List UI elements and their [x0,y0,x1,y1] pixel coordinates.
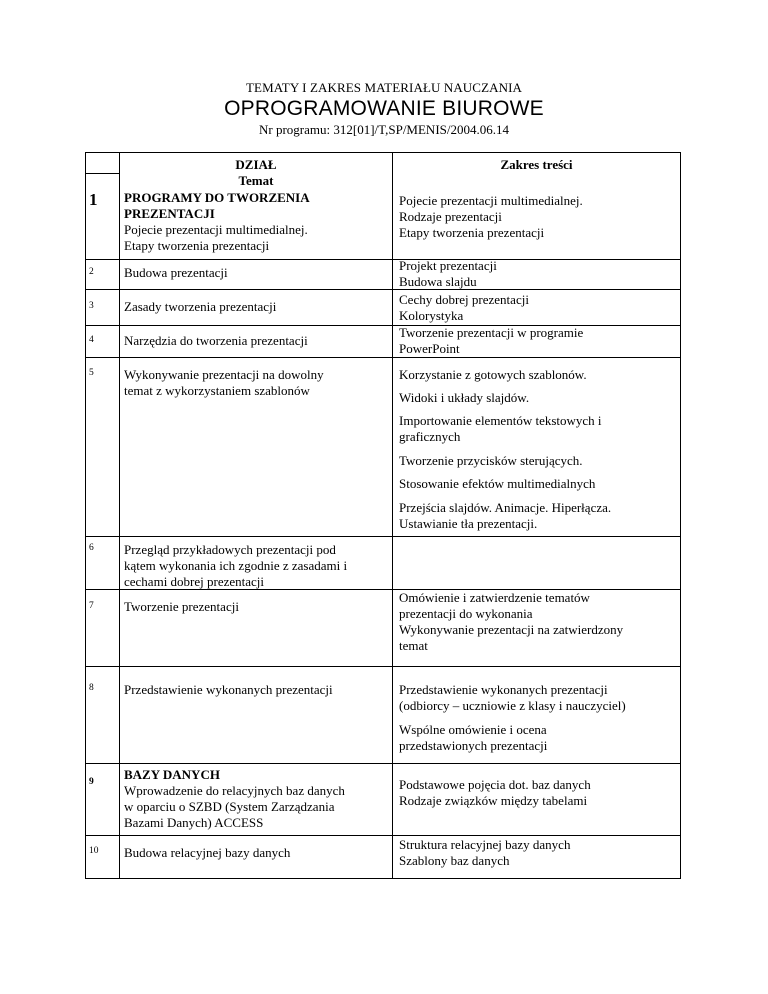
doc-title: OPROGRAMOWANIE BIUROWE [224,97,544,120]
row-number: 4 [89,335,94,345]
content-line: Tworzenie prezentacji w programie [399,325,584,340]
topic-line: Przedstawienie wykonanych prezentacji [124,682,333,697]
row-number: 9 [89,777,94,787]
content-line: temat [399,638,428,653]
content-line: Wspólne omówienie i ocena [399,722,547,737]
content-line: Kolorystyka [399,308,464,323]
content-line: Etapy tworzenia prezentacji [399,225,545,240]
row-number: 10 [89,846,99,856]
topic-line: Przegląd przykładowych prezentacji pod [124,542,336,557]
topic-line: Bazami Danych) ACCESS [124,815,264,830]
topic-line: Pojecie prezentacji multimedialnej. [124,222,308,237]
content-line: Tworzenie przycisków sterujących. [399,453,583,468]
content-line: prezentacji do wykonania [399,606,533,621]
topic-line: Budowa prezentacji [124,265,228,280]
row-number: 8 [89,683,94,693]
column-header-dzial: DZIAŁ [235,157,277,172]
content-line: Ustawianie tła prezentacji. [399,516,538,531]
content-line: Projekt prezentacji [399,258,497,273]
content-line: Rodzaje prezentacji [399,209,502,224]
column-header-temat: Temat [238,173,274,188]
section-heading: PREZENTACJI [124,206,215,221]
content-line: Cechy dobrej prezentacji [399,292,529,307]
row-number: 2 [89,267,94,277]
row-number: 7 [89,601,94,611]
content-line: Podstawowe pojęcia dot. baz danych [399,777,591,792]
doc-subtitle: TEMATY I ZAKRES MATERIAŁU NAUCZANIA [246,80,522,95]
topic-line: Tworzenie prezentacji [124,599,239,614]
topic-line: kątem wykonania ich zgodnie z zasadami i [124,558,348,573]
topic-line: Wprowadzenie do relacyjnych baz danych [124,783,345,798]
content-line: Stosowanie efektów multimedialnych [399,476,596,491]
content-line: Przedstawienie wykonanych prezentacji [399,682,608,697]
topic-line: Narzędzia do tworzenia prezentacji [124,333,308,348]
row-number: 6 [89,543,94,553]
column-header-zakres: Zakres treści [500,157,573,172]
section-heading: BAZY DANYCH [124,767,220,782]
row-number: 5 [89,368,94,378]
content-line: Przejścia slajdów. Animacje. Hiperłącza. [399,500,612,515]
content-line: Korzystanie z gotowych szablonów. [399,367,587,382]
row-number: 1 [89,190,98,209]
topic-line: Budowa relacyjnej bazy danych [124,845,291,860]
topic-line: cechami dobrej prezentacji [124,574,265,589]
content-line: przedstawionych prezentacji [399,738,548,753]
topic-line: Zasady tworzenia prezentacji [124,299,277,314]
content-line: Widoki i układy slajdów. [399,390,530,405]
row-number: 3 [89,301,94,311]
content-line: Struktura relacyjnej bazy danych [399,837,571,852]
content-line: Importowanie elementów tekstowych i [399,413,602,428]
topic-line: Wykonywanie prezentacji na dowolny [124,367,324,382]
content-line: Budowa slajdu [399,274,477,289]
topic-line: temat z wykorzystaniem szablonów [124,383,310,398]
content-line: Omówienie i zatwierdzenie tematów [399,590,590,605]
content-line: Wykonywanie prezentacji na zatwierdzony [399,622,624,637]
content-line: Szablony baz danych [399,853,510,868]
program-number: Nr programu: 312[01]/T,SP/MENIS/2004.06.14 [259,122,509,137]
section-heading: PROGRAMY DO TWORZENIA [124,190,310,205]
topic-line: w oparciu o SZBD (System Zarządzania [124,799,335,814]
topic-line: Etapy tworzenia prezentacji [124,238,270,253]
content-line: Pojecie prezentacji multimedialnej. [399,193,583,208]
content-line: (odbiorcy – uczniowie z klasy i nauczyciel) [399,698,626,713]
content-line: graficznych [399,429,461,444]
content-line: PowerPoint [399,341,460,356]
content-line: Rodzaje związków między tabelami [399,793,588,808]
